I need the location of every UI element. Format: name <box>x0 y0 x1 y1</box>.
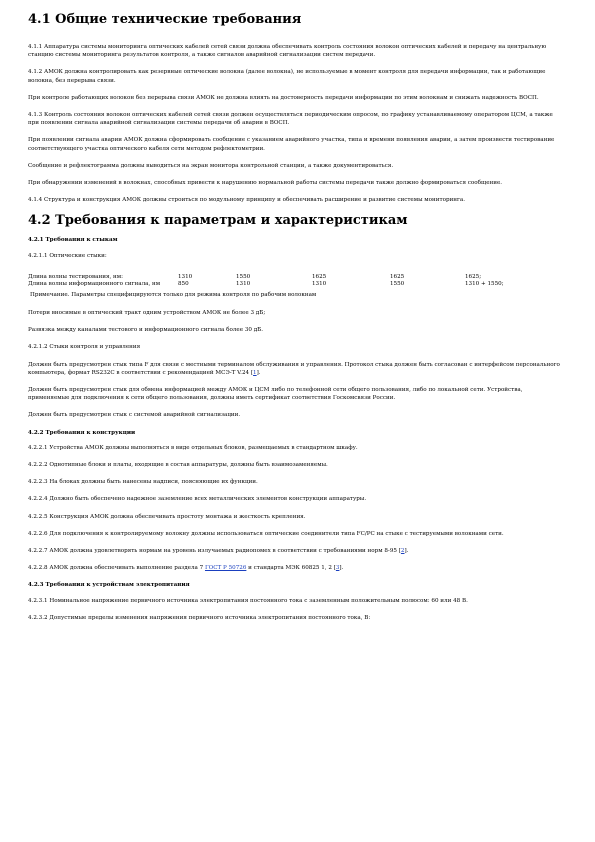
section-title-4-1: 4.1 Общие технические требования <box>28 12 302 27</box>
paragraph-4-2-3-2: 4.2.3.2 Допустимые пределы изменения напряжения первичного источника электропитания постоянного тока, В: <box>28 614 371 621</box>
text-span: ]. <box>404 548 409 555</box>
paragraph-4-2-3-1: 4.2.3.1 Номинальное напряжение первичного источника электропитания постоянного тока с заземленным положительным полюсом: 60 или 48 В. <box>28 597 468 604</box>
wavelength-table <box>28 274 562 289</box>
table-cell: 1310 <box>312 281 327 288</box>
table-note: Примечание. Параметры специфицируются только для режима контроля по рабочим волокнам <box>30 292 317 299</box>
paragraph-reflectogram: Сообщение и рефлектограмма должны выводиться на экран монитора контрольной станции, а также документироваться. <box>28 162 394 169</box>
text-span: 4.2.2.8 АМОК должна обеспечивать выполнение раздела 7 <box>28 565 205 572</box>
table-cell: Длина волны информационного сигнала, нм <box>28 281 161 288</box>
reference-link-1[interactable]: 1 <box>253 369 257 376</box>
paragraph-4-2-2-4: 4.2.2.4 Должно быть обеспечено надежное заземление всех металлических элементов конструкции аппаратуры. <box>28 496 367 503</box>
subsection-4-2-1: 4.2.1 Требования к стыкам <box>28 237 118 244</box>
paragraph-4-2-1-2: 4.2.1.2 Стыки контроля и управления <box>28 344 141 351</box>
section-title-4-2: 4.2 Требования к параметрам и характеристикам <box>28 213 408 229</box>
gost-link[interactable]: ГОСТ Р 50726 <box>204 565 247 572</box>
paragraph-network: Должен быть предусмотрен стык для обмена информацией между АМОК и ЦСМ либо по телефонной сети общего пользования, либо по локальной сети. Устройства, применяемые для подключения к сети общего пользования, должны иметь сертификат соответствия Госкомсвязи России. <box>28 387 523 402</box>
paragraph-4-1-2: 4.1.2 АМОК должна контролировать как резервные оптические волокна (далее волокна), не используемые в момент контроля для передачи информации, так и работающие волокна, без перерыва связи. <box>28 69 546 84</box>
paragraph-alarm-message: При появлении сигнала аварии АМОК должна сформировать сообщение с указанием аварийного участка, типа и времени появления аварии, а затем произвести тестирование соответствующего участка оптического кабеля сети методом рефлектометрии. <box>28 137 555 152</box>
paragraph-no-interruption: При контроле работающих волокон без перерыва связи АМОК не должна влиять на достоверность передачи информации по этим волокнам и снижать надежность ВОСП. <box>28 94 539 101</box>
paragraph-4-2-2-1: 4.2.2.1 Устройства АМОК должны выполняться в виде отдельных блоков, размещаемых в стандартном шкафу. <box>28 444 358 451</box>
table-cell: Длина волны тестирования, нм: <box>28 273 123 280</box>
paragraph-4-2-2-8 <box>28 564 562 572</box>
table-cell: 1625; <box>465 273 482 280</box>
text-span: и стандарта МЭК 60825 1, 2 [ <box>246 565 336 572</box>
text-span: 4.2.2.7 АМОК должна удовлетворять нормам на уровень излучаемых радиопомех в соответствии с требованиями норм 8-95 [ <box>28 548 401 555</box>
reference-link-2[interactable]: 2 <box>400 548 405 555</box>
text-span: Должен быть предусмотрен стык типа F для связи с местными терминалом обслуживания и управления. Протокол стыка должен быть согласован с интерфейсом персонального компьютера, формат RS232C в соответствии с рекомендацией МСЭ-Т V.24 [ <box>28 361 560 376</box>
paragraph-4-2-1-1: 4.2.1.1 Оптические стыки: <box>28 252 107 259</box>
paragraph-4-2-2-2: 4.2.2.2 Однотипные блоки и платы, входящие в состав аппаратуры, должны быть взаимозаменяемы. <box>28 462 328 469</box>
paragraph-4-1-1: 4.1.1 Аппаратура системы мониторинга оптических кабелей сетей связи должна обеспечивать контроль состояния волокон оптических кабелей и передачу на центральную станцию системы мониторинга результатов контроля, а также сигналов аварийной сигнализации систем передачи. <box>28 44 547 59</box>
paragraph-interface <box>28 361 562 377</box>
table-cell: 1310 <box>178 273 193 280</box>
table-row <box>28 281 562 289</box>
paragraph-isolation: Развязка между каналами тестового и информационного сигнала более 30 дБ. <box>28 327 264 334</box>
table-cell: 1550 <box>236 273 251 280</box>
text-span: ]. <box>256 369 261 376</box>
paragraph-alarm-interface: Должен быть предусмотрен стык с системой аварийной сигнализации. <box>28 412 241 419</box>
reference-link-3[interactable]: 3 <box>335 565 340 572</box>
paragraph-4-1-4: 4.1.4 Структура и конструкция АМОК должны строиться по модульному принципу и обеспечивать расширение и развитие системы мониторинга. <box>28 197 466 204</box>
table-cell: 850 <box>178 281 189 288</box>
table-cell: 1625 <box>390 273 405 280</box>
paragraph-4-2-2-5: 4.2.2.5 Конструкция АМОК должна обеспечивать простоту монтажа и жесткость крепления. <box>28 513 306 520</box>
paragraph-4-2-2-7 <box>28 547 562 555</box>
table-cell: 1310 <box>236 281 251 288</box>
table-cell: 1625 <box>312 273 327 280</box>
table-cell: 1550 <box>390 281 405 288</box>
paragraph-changes: При обнаружении изменений в волокнах, способных привести к нарушению нормальной работы системы передачи также должно формироваться сообщение. <box>28 180 503 187</box>
subsection-4-2-3: 4.2.3 Требования к устройствам электропитания <box>28 582 190 589</box>
text-span: ]. <box>339 565 344 572</box>
paragraph-4-2-2-3: 4.2.2.3 На блоках должны быть нанесены надписи, поясняющие их функции. <box>28 479 258 486</box>
subsection-4-2-2: 4.2.2 Требования к конструкции <box>28 429 136 436</box>
paragraph-loss: Потери вносимые в оптический тракт одним устройством АМОК не более 3 дБ; <box>28 310 266 317</box>
paragraph-4-2-2-6: 4.2.2.6 Для подключения к контролируемому волокну должны использоваться оптические соединители типа FC/PC на стыке с тестируемыми волокнами сети. <box>28 530 504 537</box>
paragraph-4-1-3: 4.1.3 Контроль состояния волокон оптических кабелей сетей связи должен осуществляться периодическим опросом, по графику устанавливаемому оператором ЦСМ, а также при появлении сигнала аварийной сигнализации системы передачи об аварии в ВОСП. <box>28 112 553 127</box>
table-cell: 1310 + 1550; <box>465 281 504 288</box>
